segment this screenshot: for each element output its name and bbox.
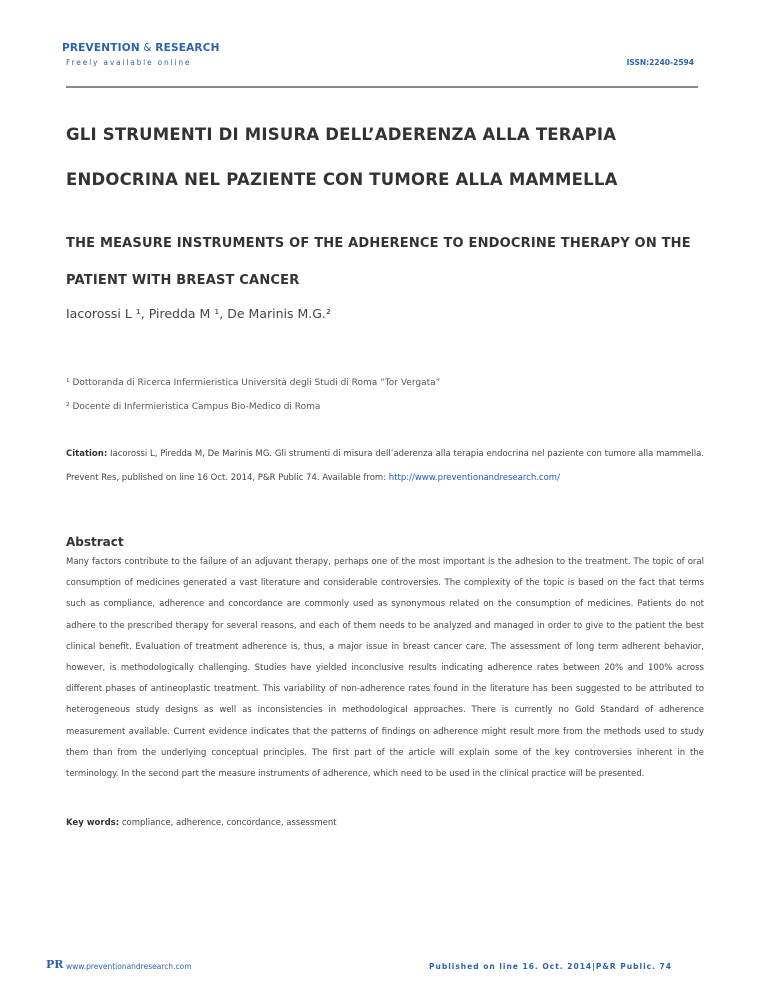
citation-label: Citation: <box>66 449 108 459</box>
journal-logo <box>62 42 220 67</box>
title-italian: GLI STRUMENTI DI MISURA DELL’ADERENZA ALLA TERAPIA ENDOCRINA NEL PAZIENTE CON TUMORE ALLA MAMMELLA <box>66 125 618 189</box>
footer-url: www.preventionandresearch.com <box>66 962 192 971</box>
header-rule <box>66 86 698 88</box>
issn: ISSN:2240-2594 <box>626 58 694 67</box>
affiliation-1: ¹ Dottoranda di Ricerca Infermieristica Università degli Studi di Roma “Tor Vergata” <box>66 378 441 388</box>
affiliation-2: ² Docente di Infermieristica Campus Bio-Medico di Roma <box>66 402 321 412</box>
logo-title: PREVENTION & RESEARCH <box>62 42 220 54</box>
keywords <box>66 818 337 828</box>
citation-link[interactable]: http://www.preventionandresearch.com/ <box>388 473 560 483</box>
title-english: THE MEASURE INSTRUMENTS OF THE ADHERENCE TO ENDOCRINE THERAPY ON THE PATIENT WITH BREAST CANCER <box>66 236 691 288</box>
authors: Iacorossi L ¹, Piredda M ¹, De Marinis M.G.² <box>66 306 331 321</box>
keywords-text: compliance, adherence, concordance, assessment <box>119 818 337 828</box>
footer-logo: PR <box>46 958 64 971</box>
abstract-body: Many factors contribute to the failure of an adjuvant therapy, perhaps one of the most important is the adhesion to the treatment. The topic of oral consumption of medicines generated a vast literature and considerable controversies. The complexity of the topic is based on the fact that terms such as compliance, adherence and concordance are commonly used as synonymous related on the consumption of medicines. Patients do not adhere to the prescribed therapy for several reasons, and each of them needs to be analyzed and managed in order to give to the patient the best clinical benefit. Evaluation of treatment adherence is, thus, a major issue in breast cancer care. The assessment of long term adherent behavior, however, is methodologically challenging. Studies have yielded inconclusive results indicating adherence rates between 20% and 100% across different phases of antineoplastic treatment. This variability of non-adherence rates found in the literature has been suggested to be attributed to heterogeneous study designs as well as inconsistencies in methodological approaches. There is currently no Gold Standard of adherence measurement available. Current evidence indicates that the patterns of findings on adherence might result more from the methods used to study them than from the underlying conceptual principles. The first part of the article will explain some of the key controversies inherent in the terminology. In the second part the measure instruments of adherence, which need to be used in the clinical practice will be presented. <box>66 557 704 780</box>
footer-published: Published on line 16. Oct. 2014|P&R Public. 74 <box>429 962 672 971</box>
logo-tagline: Freely available online <box>66 58 192 67</box>
citation <box>66 442 704 490</box>
keywords-label: Key words: <box>66 818 120 828</box>
abstract-heading: Abstract <box>66 535 124 549</box>
citation-text: Iacorossi L, Piredda M, De Marinis MG. Gli strumenti di misura dell’aderenza alla terapia endocrina nel paziente con tumore alla mammella. Prevent Res, published on line 16 Oct. 2014, P&R Public 74. Available from: <box>66 449 704 483</box>
